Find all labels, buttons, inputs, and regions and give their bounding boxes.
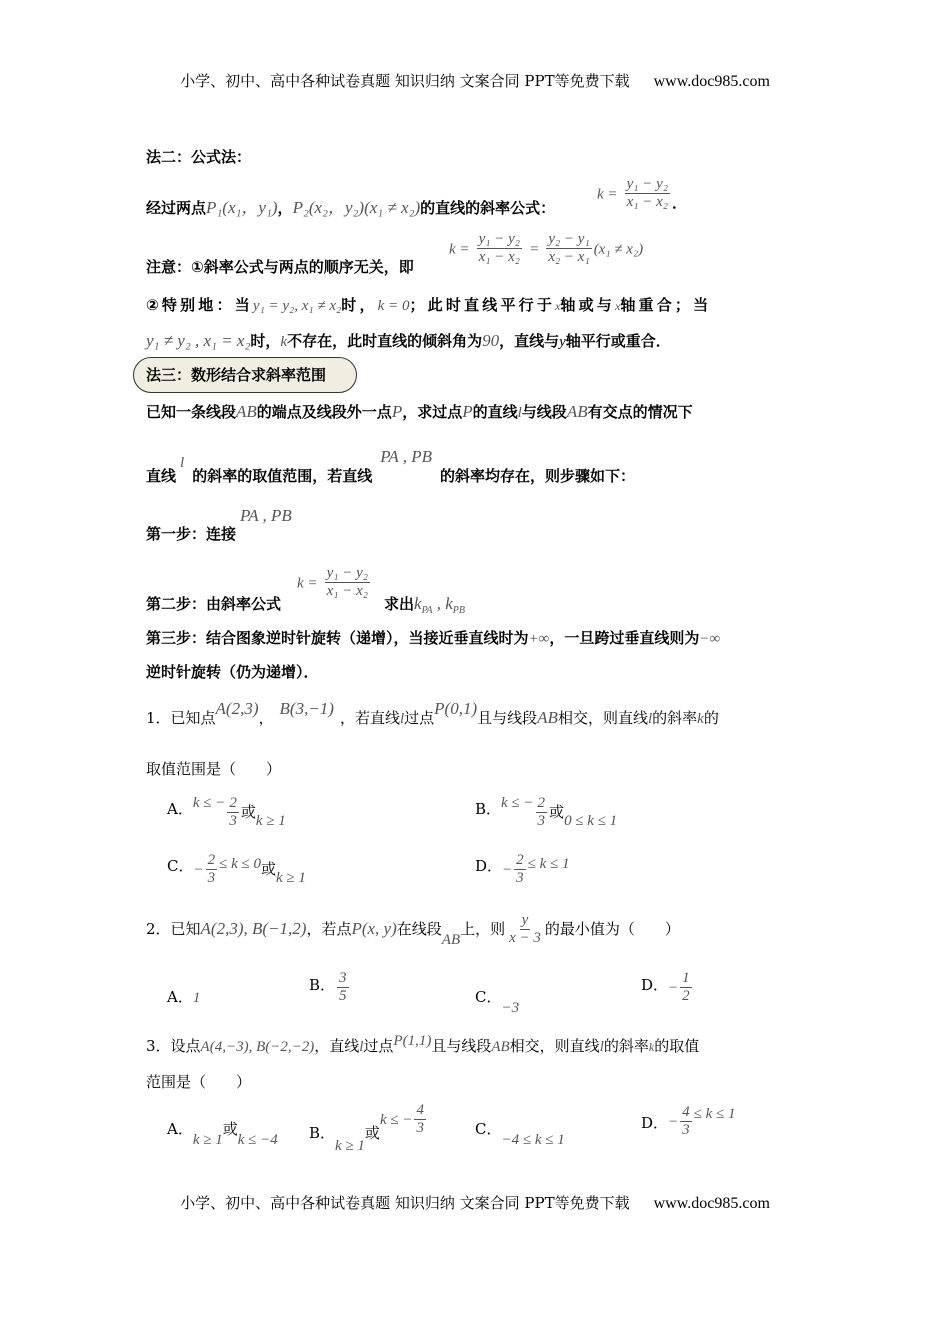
math: k ≥ 1 (255, 812, 286, 829)
text: 在线段 (396, 919, 442, 938)
denominator: 3 (516, 870, 524, 887)
math-cond: y₁ = y₂, x₁ ≠ x₂ (252, 298, 342, 314)
math-point-P: P(1,1) (393, 1033, 432, 1049)
text: ，若点 (306, 919, 352, 938)
numerator: y (520, 912, 531, 930)
footer-text: 小学、初中、高中各种试卷真题 知识归纳 文案合同 PPT等免费下载 (180, 1194, 630, 1212)
option-label: B． (475, 799, 502, 818)
denominator: 3 (207, 870, 216, 887)
q2-stem (146, 912, 680, 948)
slope-formula (597, 176, 687, 212)
text: 求出 (384, 595, 415, 613)
text: 有交点的情况下 (587, 403, 693, 421)
header-url[interactable]: www.doc985.com (653, 73, 770, 90)
option-label: C． (475, 1120, 502, 1138)
q2-option-a[interactable] (167, 986, 200, 1007)
method3-title: 法三：数形结合求斜率范围 (146, 366, 327, 384)
method3-para1 (146, 401, 693, 422)
text: 经过两点 (146, 199, 207, 217)
fraction-2 (546, 231, 591, 267)
math-l: l (599, 1039, 604, 1055)
text: 的斜率的取值范围，若直线 (192, 467, 373, 485)
math-p1: P₁(x₁，y₁) (206, 198, 278, 217)
k-equals: k = (597, 186, 618, 203)
text: 的斜率 (603, 1037, 649, 1055)
text: 的最小值为（ ） (544, 919, 680, 938)
text: ，直线与 (499, 332, 560, 350)
text: 过点 (404, 709, 435, 727)
math: k ≤ − (379, 1111, 413, 1128)
math-k: k (697, 711, 704, 727)
numerator: 2 (227, 795, 239, 813)
math-P: P (462, 402, 473, 421)
denominator: 5 (339, 988, 347, 1005)
math-k0: k = 0 (377, 298, 410, 314)
math-k: k (280, 334, 288, 350)
fraction (227, 795, 239, 831)
fraction (325, 565, 370, 601)
q1-option-d[interactable] (475, 852, 570, 888)
text: 相交，则直线 (509, 1037, 600, 1055)
math-points: A(2,3), B(−1,2) (200, 918, 307, 938)
math-AB: AB (441, 931, 461, 948)
fraction (625, 176, 670, 212)
note-line: 注意：①斜率公式与两点的顺序无关，即 (146, 258, 414, 276)
equals: = (529, 241, 540, 258)
math-point-A: A(2,3) (215, 699, 259, 718)
option-label: A． (167, 1120, 193, 1138)
text: 的直线的斜率公式： (420, 199, 556, 217)
math-P: P (391, 402, 403, 421)
math: − (193, 861, 204, 878)
q1-option-a[interactable] (167, 795, 286, 831)
math-l: l (180, 455, 185, 471)
text: 或 (260, 859, 276, 878)
method2-title: 法二：公式法： (146, 148, 252, 166)
text: 轴平行或重合． (565, 332, 671, 350)
math-cond: y₁ ≠ y₂ , x₁ = x₂ (146, 331, 251, 350)
denominator: x₂ − x₁ (548, 249, 590, 266)
numerator: 1 (680, 970, 692, 988)
option-label: B． (309, 1123, 336, 1142)
q1-option-b[interactable] (475, 795, 617, 831)
fraction (337, 970, 349, 1006)
math: − (502, 861, 513, 878)
k-equals: k = (449, 241, 470, 258)
text: 轴或与 (560, 296, 615, 314)
math: ≤ k ≤ 0 (219, 855, 261, 872)
method3-para2 (146, 447, 636, 486)
math: 0 ≤ k ≤ 1 (564, 812, 618, 829)
step3-cont: 逆时针旋转（仍为递增）． (146, 663, 319, 681)
q2-option-d[interactable] (641, 970, 694, 1006)
text: ，若直线 (339, 709, 400, 727)
numerator: 2 (206, 852, 218, 870)
text: ，求过点 (402, 403, 463, 421)
text: 且与线段 (477, 709, 538, 727)
method2-slope-formula-line (146, 193, 555, 218)
text: 的取值 (654, 1037, 700, 1055)
period: ． (672, 194, 688, 213)
numerator: 4 (680, 1104, 692, 1122)
option-label: C． (167, 856, 194, 875)
text: 的斜率均存在，则步骤如下： (440, 467, 636, 485)
text: 轴重合；当 (620, 296, 712, 314)
option-label: D． (475, 856, 503, 875)
text: 不存在，此时直线的倾斜角为 (287, 332, 483, 350)
comma: ， (277, 199, 293, 217)
text: 1．已知点 (146, 709, 216, 727)
q1-option-c[interactable] (167, 852, 306, 888)
step3 (146, 627, 720, 648)
math-90: 90 (482, 331, 500, 350)
fraction (507, 912, 543, 948)
option-label: A． (167, 799, 193, 818)
text: 已知一条线段 (146, 403, 237, 421)
math: k ≤ − (192, 794, 226, 811)
numerator: y₁ − y₂ (625, 176, 670, 194)
step2-formula (297, 565, 372, 601)
text: 且与线段 (431, 1037, 492, 1055)
denominator: 3 (416, 1120, 424, 1137)
text: 时， (250, 332, 281, 350)
math-point-P: P(x, y) (351, 918, 397, 938)
text: 相交，则直线 (557, 709, 648, 727)
math-PA-PB: PA , PB (380, 447, 432, 466)
special-case-line-2 (146, 330, 671, 351)
denominator: 3 (537, 813, 546, 830)
math: k ≤ − (501, 794, 534, 811)
math: k ≤ −4 (237, 1132, 278, 1148)
text: 与线段 (521, 403, 567, 421)
text: ，直线 (314, 1037, 360, 1055)
k-equals: k = (297, 575, 318, 592)
math-point-B: B(3,−1) (279, 699, 334, 718)
special-case-line (146, 294, 711, 315)
fraction (680, 970, 692, 1006)
math: k ≥ 1 (276, 869, 306, 886)
fraction-1 (477, 231, 522, 267)
text: 的端点及线段外一点 (256, 403, 392, 421)
q2-option-b[interactable] (309, 970, 351, 1006)
option-label: C． (475, 988, 502, 1006)
note-formula (449, 231, 643, 267)
fraction (206, 852, 218, 888)
text: 第二步：由斜率公式 (146, 595, 282, 613)
math-k: k (414, 594, 422, 613)
option-label: D． (641, 975, 669, 994)
fraction (414, 1102, 426, 1138)
text: 过点 (363, 1037, 394, 1055)
math-l: l (359, 1039, 364, 1055)
math-l: l (517, 405, 522, 421)
q3-option-a[interactable] (167, 1118, 278, 1148)
fraction (514, 852, 526, 888)
math-l: l (647, 711, 653, 727)
q3-stem (146, 1035, 699, 1056)
math-point-P: P(0,1) (434, 699, 478, 718)
text: ；此时直线平行于 (409, 296, 556, 314)
numerator: y₂ − y₁ (546, 231, 591, 249)
q1-stem-cont: 取值范围是（ ） (146, 760, 282, 778)
math-l: l (399, 711, 405, 727)
math-points: A(4,−3), B(−2,−2) (200, 1039, 315, 1055)
text: 或 (364, 1123, 380, 1142)
numerator: 2 (536, 795, 548, 813)
header-text: 小学、初中、高中各种试卷真题 知识归纳 文案合同 PPT等免费下载 (180, 72, 630, 90)
q1-stem (146, 699, 719, 728)
math: k ≥ 1 (192, 1132, 223, 1148)
math: 1 (192, 990, 201, 1006)
math: k ≥ 1 (335, 1137, 365, 1154)
math-x: x (555, 299, 561, 313)
math-AB: AB (491, 1039, 510, 1055)
text: 时， (341, 296, 378, 314)
math-AB: AB (537, 708, 558, 727)
condition: (x₁ ≠ x₂) (593, 241, 644, 258)
option-label: D． (641, 1113, 669, 1132)
math-AB: AB (566, 402, 588, 421)
math-y: y (559, 334, 566, 350)
denominator: x₁ − x₂ (326, 583, 368, 600)
numerator: y₁ − y₂ (325, 565, 370, 583)
subscript: PA (421, 605, 433, 616)
math: − (668, 979, 679, 996)
denominator: 3 (229, 813, 237, 830)
page-footer (0, 1192, 950, 1213)
step2 (146, 593, 281, 614)
numerator: y₁ − y₂ (477, 231, 522, 249)
text: ，一旦跨过垂直线则为 (549, 629, 700, 647)
text: 第一步：连接 (146, 525, 237, 543)
page-header (0, 70, 950, 91)
math-p2: P₂(x₂，y₂)(x₁ ≠ x₂) (292, 198, 421, 217)
denominator: 2 (682, 988, 690, 1005)
option-label: A． (167, 988, 193, 1006)
text: ， (258, 709, 274, 727)
text: 的斜率 (652, 709, 698, 727)
math-x: x (615, 299, 621, 313)
math: ≤ k ≤ 1 (693, 1105, 736, 1122)
math-sep: , k (432, 594, 453, 613)
text: 或 (549, 802, 565, 821)
text: 的 (703, 709, 719, 727)
text: 的直线 (472, 403, 518, 421)
numerator: 2 (514, 852, 526, 870)
math-k: k (648, 1040, 655, 1054)
numerator: 3 (337, 970, 349, 988)
text: 上，则 (460, 919, 506, 938)
denominator: 3 (682, 1122, 690, 1139)
math-neg-inf: −∞ (699, 631, 721, 647)
q2-option-c[interactable] (475, 986, 520, 1016)
text: ②特别地：当 (146, 296, 253, 314)
math-pos-inf: +∞ (528, 631, 550, 647)
denominator: x₁ − x₂ (626, 194, 668, 211)
fraction (680, 1104, 692, 1140)
text: 或 (240, 802, 256, 821)
q3-option-c[interactable] (475, 1118, 565, 1148)
q3-stem-cont: 范围是（ ） (146, 1073, 252, 1091)
math: − (668, 1113, 679, 1130)
math-AB: AB (236, 402, 257, 421)
math: −3 (501, 1000, 520, 1016)
q3-option-b[interactable] (309, 1102, 428, 1154)
math-PA-PB: PA , PB (240, 506, 292, 525)
option-label: B． (309, 975, 336, 994)
math: ≤ k ≤ 1 (527, 855, 570, 872)
denominator: x₁ − x₂ (478, 249, 520, 266)
footer-url[interactable]: www.doc985.com (653, 1195, 770, 1212)
numerator: 4 (414, 1102, 426, 1120)
text: 直线 (146, 467, 177, 485)
math: −4 ≤ k ≤ 1 (501, 1132, 565, 1148)
subscript: PB (452, 605, 466, 616)
text: 2．已知 (146, 919, 201, 938)
text: 或 (222, 1120, 238, 1138)
step2-tail (384, 593, 465, 616)
text: 3．设点 (146, 1037, 201, 1055)
q3-option-d[interactable] (641, 1104, 736, 1140)
step1 (146, 506, 292, 544)
denominator: x − 3 (509, 930, 541, 947)
fraction (536, 795, 548, 831)
text: 第三步：结合图象逆时针旋转（递增），当接近垂直线时为 (146, 629, 529, 647)
